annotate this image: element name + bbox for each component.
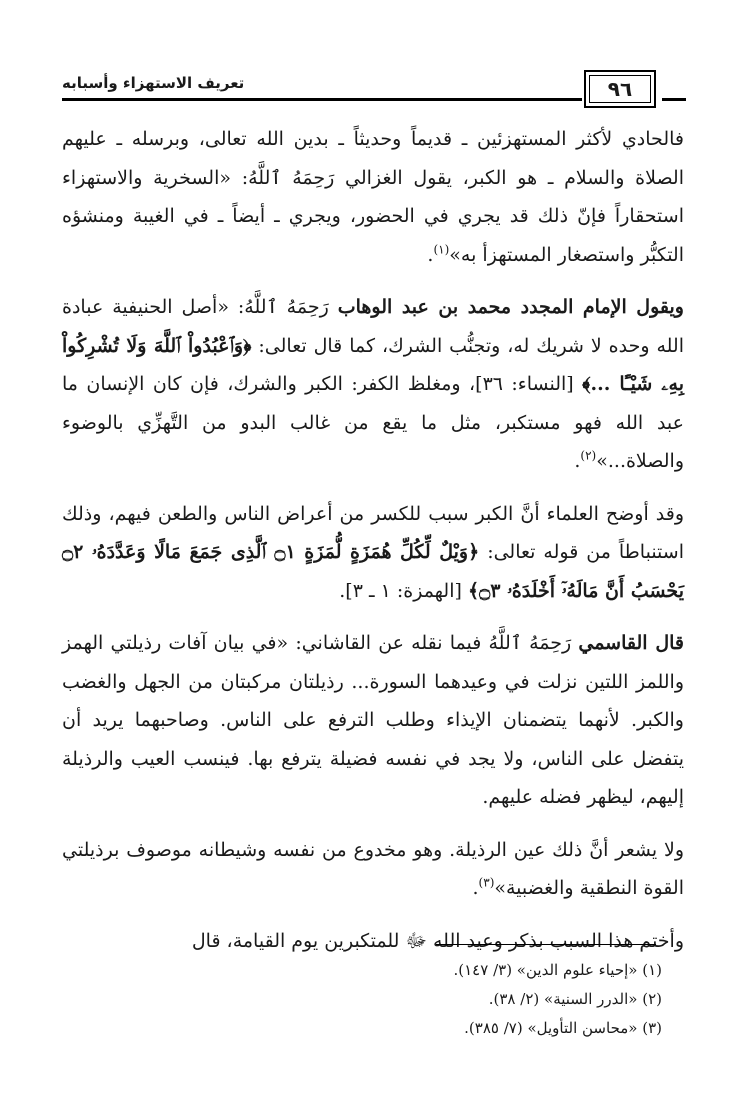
quran-verse: ﴿وَيْلٌ لِّكُلِّ هُمَزَةٍ لُّمَزَةٍ ۝١ ٱلَّذِى جَمَعَ مَالًا وَعَدَّدَهُۥ ۝٢ يَحْسَبُ أَنَّ مَالَهُۥٓ أَخْلَدَهُۥ ۝٣﴾ xyxy=(62,541,684,602)
text-run: رَحِمَهُ ٱللَّهُ: «أصل الحنيفية عبادة الله وحده لا شريك له، وتجنُّب الشرك، كما قال تعالى: xyxy=(62,296,684,357)
text-run: فالحادي لأكثر المستهزئين ـ قديماً وحديثاً ـ بدين الله تعالى، وبرسله ـ عليهم الصلاة والسلام ـ هو الكبر، يقول الغزالي رَحِمَهُ ٱللَّهُ: «السخرية والاستهزاء استحقاراً فإنّ ذلك قد يجري في الحضور، ويجري ـ أيضاً ـ في الغيبة ومنشؤه التكبُّر واستصغار المستهزأ به» xyxy=(62,128,684,266)
footnote-separator xyxy=(436,944,656,945)
bold-name: ويقول الإمام المجدد محمد بن عبد الوهاب xyxy=(337,296,684,318)
text-run: رَحِمَهُ ٱللَّهُ فيما نقله عن القاشاني: «في بيان آفات رذيلتي الهمز واللمز اللتين نزلت في وعيدهما السورة... رذيلتان مركبتان من الجهل والغضب والكبر. لأنهما يتضمنان الإيذاء وطلب الترفع على الناس. وصاحبهما يريد أن يتفضل على الناس، ولا يجد في نفسه فضيلة يترفع بها. فينسب العيب والرذيلة إليهم، ليظهر فضله عليهم. xyxy=(62,632,684,808)
paragraph xyxy=(62,120,684,274)
text-run: [النساء: ٣٦]، ومغلظ الكفر: الكبر والشرك، فإن كان الإنسان ما عبد الله فهو مستكبر، مثل ما يقع من غالب البدو من التَّهزِّي بالوضوء والصلاة...» xyxy=(62,373,684,472)
page-number-box xyxy=(584,70,656,108)
main-text xyxy=(62,120,684,960)
text-run: [الهمزة: ١ ـ ٣]. xyxy=(339,579,468,602)
footnote-marker: (٣) xyxy=(478,875,495,890)
quran-verse: ﴿وَٱعْبُدُواْ ٱللَّهَ وَلَا تُشْرِكُواْ بِهِۦ شَيْـًٔا ...﴾ xyxy=(62,334,684,395)
footnote-item: (٢) «الدرر السنية» (٢/ ٣٨). xyxy=(488,990,662,1008)
page-number: ٩٦ xyxy=(589,75,651,103)
running-title: تعريف الاستهزاء وأسبابه xyxy=(62,74,245,92)
header-rule-right xyxy=(662,98,686,101)
text-run: ولا يشعر أنَّ ذلك عين الرذيلة. وهو مخدوع من نفسه وشيطانه موصوف برذيلتي القوة النطقية والغضبية» xyxy=(62,838,684,899)
paragraph xyxy=(62,495,684,611)
text-run: . xyxy=(472,877,479,899)
footnote-marker: (٢) xyxy=(580,448,597,463)
footnote-item: (١) «إحياء علوم الدين» (٣/ ١٤٧). xyxy=(453,961,662,979)
text-run: . xyxy=(427,243,434,266)
footnotes xyxy=(62,956,662,1043)
footnote-item: (٣) «محاسن التأويل» (٧/ ٣٨٥). xyxy=(464,1019,662,1037)
text-run: وأختم هذا السبب بذكر وعيد الله ﷻ للمتكبرين يوم القيامة، قال xyxy=(191,929,684,952)
paragraph xyxy=(62,922,684,961)
header-rule xyxy=(62,98,582,101)
paragraph xyxy=(62,624,684,817)
footnote-marker: (١) xyxy=(433,242,450,257)
bold-name: قال القاسمي xyxy=(578,632,684,654)
text-run: وقد أوضح العلماء أنَّ الكبر سبب للكسر من أعراض الناس والطعن فيهم، وذلك استنباطاً من قوله تعالى: xyxy=(62,502,684,563)
text-run: . xyxy=(574,450,581,472)
page-header xyxy=(62,66,686,110)
paragraph xyxy=(62,288,684,481)
paragraph xyxy=(62,831,684,908)
